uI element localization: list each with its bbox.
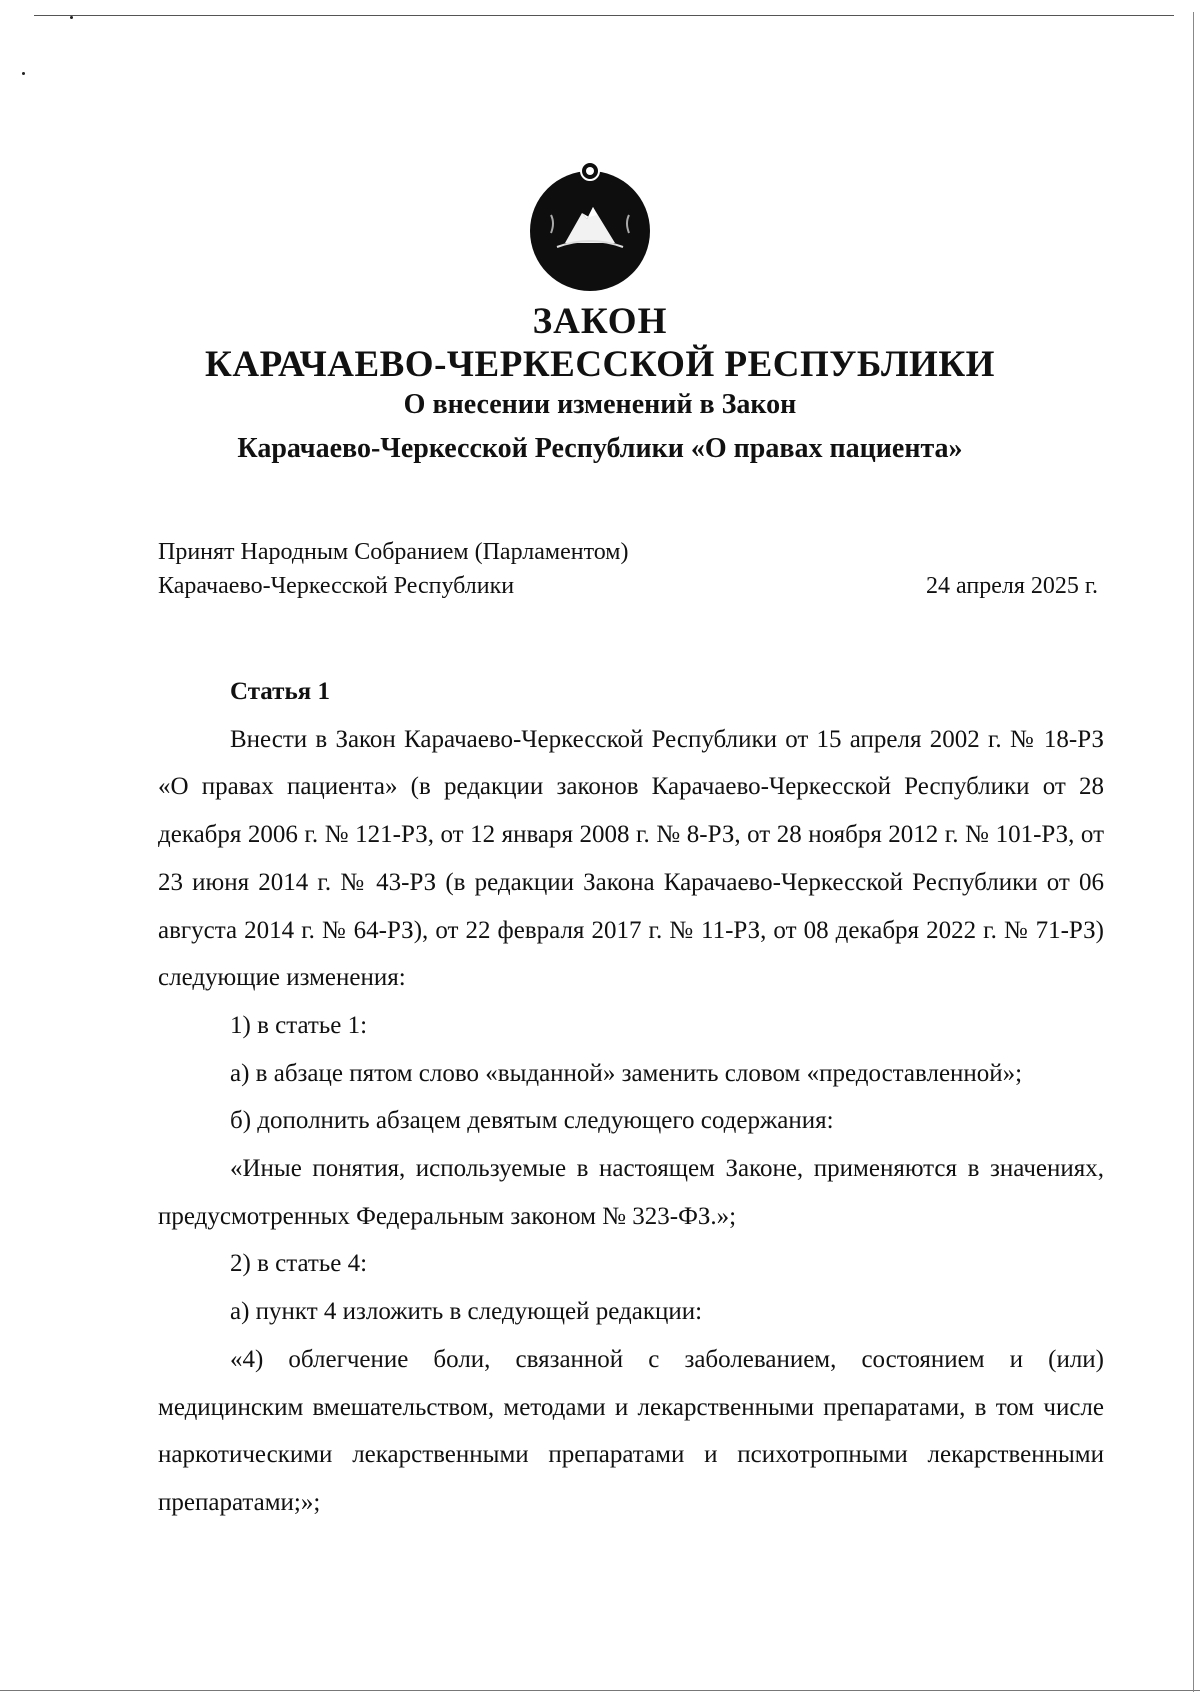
article-paragraph: 1) в статье 1: [230, 1011, 368, 1039]
article-paragraph: а) пункт 4 изложить в следующей редакции: [230, 1298, 703, 1326]
scan-speck [22, 72, 25, 75]
adoption-date: 24 апреля 2025 г. [926, 573, 1098, 599]
scan-edge-right [1193, 12, 1194, 1692]
adoption-line-2: Карачаево-Черкесской Республики [158, 573, 515, 599]
document-title [0, 300, 1200, 468]
article-paragraph: Внести в Закон Карачаево-Черкесской Республики от 15 апреля 2002 г. № 18-РЗ «О правах пациента» (в редакции законов Карачаево-Черкесской Республики от 28 декабря 2006 г. № 121-РЗ, от 12 января 2008 г. № 8-РЗ, от 28 ноября 2012 г. № 101-РЗ, от 23 июня 2014 г. № 43-РЗ (в редакции Закона Карачаево-Черкесской Республики от 06 августа 2014 г. № 64-РЗ), от 22 февраля 2017 г. № 11-РЗ, от 08 декабря 2022 г. № 71-РЗ) следующие изменения: [158, 725, 1104, 992]
article-paragraph: «Иные понятия, используемые в настоящем Законе, применяются в значениях, предусмотренных Федеральным законом № 323-ФЗ.»; [158, 1155, 1104, 1230]
law-subtitle-line-1: О внесении изменений в Закон [403, 389, 797, 420]
article-paragraph: а) в абзаце пятом слово «выданной» заменить словом «предоставленной»; [230, 1059, 1023, 1087]
republic-emblem-icon [527, 155, 653, 295]
scan-edge-top [34, 15, 1174, 16]
article-title: Статья 1 [230, 678, 330, 705]
adoption-line-1: Принят Народным Собранием (Парламентом) [158, 539, 629, 565]
article-paragraph: 2) в статье 4: [230, 1250, 368, 1278]
article-paragraph: «4) облегчение боли, связанной с заболеванием, состоянием и (или) медицинским вмешательством, методами и лекарственными препаратами, в том числе наркотическими лекарственными препаратами и психотропными лекарственными препаратами;»; [158, 1345, 1104, 1516]
law-subtitle-line-2: Карачаево-Черкесской Республики «О правах пациента» [237, 433, 963, 464]
article-paragraph: б) дополнить абзацем девятым следующего содержания: [230, 1107, 834, 1135]
republic-heading: КАРАЧАЕВО-ЧЕРКЕССКОЙ РЕСПУБЛИКИ [205, 344, 995, 385]
scan-speck [70, 16, 73, 19]
adoption-info [158, 535, 1098, 603]
scan-edge-bottom [0, 1690, 1200, 1691]
law-heading: ЗАКОН [532, 301, 668, 342]
article-body [158, 668, 1104, 1527]
